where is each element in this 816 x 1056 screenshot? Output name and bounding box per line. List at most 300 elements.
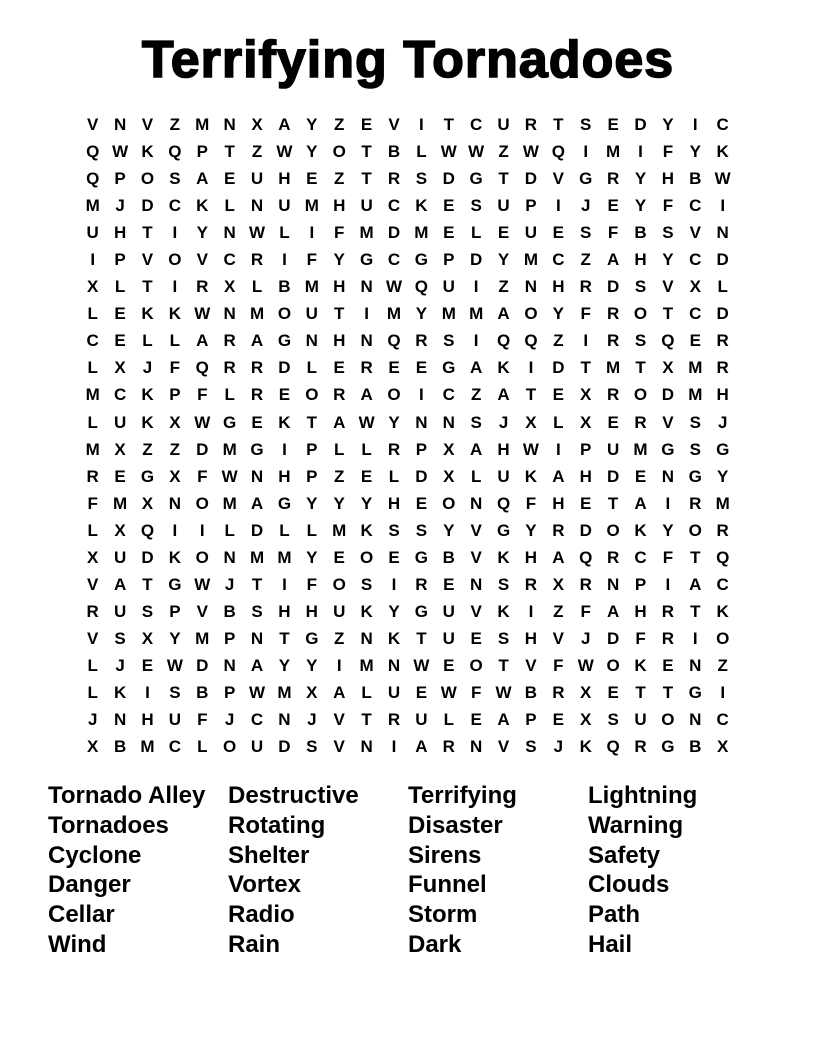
grid-cell: Y [169,628,181,648]
grid-cell: D [579,520,592,540]
grid-cell: K [387,628,401,648]
grid-cell: K [360,520,373,540]
grid-cell: K [716,142,729,162]
grid-cell: N [250,628,264,648]
grid-cell: H [278,169,291,189]
grid-cell: A [470,439,483,459]
grid-cell: S [169,169,181,189]
grid-cell: Z [580,250,591,270]
grid-cell: I [638,142,643,162]
grid-cell: E [306,169,318,189]
grid-cell: S [360,574,373,594]
grid-cell: T [416,628,427,648]
grid-cell: S [689,439,701,459]
grid-cell: N [223,223,236,243]
grid-cell: X [169,412,181,432]
grid-cell: H [333,196,346,216]
grid-cell: N [387,655,401,675]
grid-cell: P [169,601,181,621]
grid-cell: I [172,520,178,540]
grid-cell: T [498,169,509,189]
grid-cell: D [606,277,620,297]
grid-cell: F [306,250,318,270]
grid-cell: I [309,223,315,243]
grid-cell: B [223,601,236,621]
grid-cell: E [552,223,564,243]
grid-cell: T [525,385,537,405]
grid-cell: W [221,466,238,486]
grid-cell: E [333,547,345,567]
grid-cell: I [391,574,397,594]
grid-cell: L [279,223,290,243]
grid-cell: D [470,250,483,270]
grid-cell: E [223,169,236,189]
grid-cell: X [223,277,236,297]
grid-cell: M [113,493,128,513]
grid-cell: L [416,142,427,162]
grid-cell: K [716,601,729,621]
grid-cell: I [172,277,178,297]
grid-cell: S [306,737,318,757]
word-list-item: Tornado Alley [48,782,206,809]
grid-cell: Y [415,304,428,324]
grid-cell: E [470,628,482,648]
grid-cell: N [470,737,483,757]
grid-cell: A [415,737,428,757]
grid-cell: B [524,683,538,702]
grid-cell: N [689,655,702,675]
grid-cell: T [334,304,345,324]
grid-cell: N [113,115,127,135]
grid-cell: H [305,601,318,621]
grid-cell: O [633,304,648,324]
grid-cell: A [634,493,647,513]
word-list-item: Cyclone [48,841,142,869]
grid-cell: T [142,574,153,594]
grid-cell: H [579,466,592,486]
grid-cell: C [168,737,181,757]
grid-cell: L [388,466,400,486]
grid-cell: O [661,710,675,730]
grid-cell: Q [86,169,100,189]
grid-cell: E [552,710,564,730]
grid-cell: Q [579,547,593,567]
grid-cell: B [689,737,702,757]
word-list-item: Safety [588,841,661,869]
grid-cell: S [470,412,482,432]
grid-cell: D [606,466,620,486]
grid-cell: F [662,196,674,216]
grid-cell: R [333,385,346,405]
grid-cell: D [716,250,729,270]
grid-cell: X [580,710,592,730]
grid-cell: F [470,683,482,702]
grid-cell: D [141,196,154,216]
grid-cell: Q [414,277,428,297]
grid-cell: E [607,196,619,216]
grid-cell: R [716,331,729,351]
grid-cell: K [141,304,154,324]
grid-cell: E [278,385,291,405]
grid-cell: T [580,358,591,378]
grid-cell: Y [525,520,537,540]
grid-cell: T [443,115,454,135]
grid-cell: Q [606,737,620,757]
grid-cell: Q [168,142,182,162]
grid-cell: L [717,277,728,297]
word-list-column [48,781,228,960]
grid-cell: V [196,601,208,621]
grid-cell: I [583,331,589,351]
grid-cell: Y [278,655,291,675]
grid-cell: N [223,547,236,567]
grid-cell: W [440,683,457,702]
grid-cell: Y [360,493,373,513]
grid-cell: N [442,412,455,432]
grid-cell: G [414,601,428,621]
grid-cell: Y [306,142,318,162]
grid-cell: U [360,196,373,216]
grid-cell: H [278,601,291,621]
grid-cell: Q [387,331,401,351]
grid-cell: M [304,196,319,216]
grid-cell: S [634,331,647,351]
grid-cell: R [716,520,729,540]
grid-cell: A [113,574,127,594]
grid-cell: X [87,737,99,757]
grid-cell: O [606,520,620,540]
grid-cell: N [716,223,729,243]
grid-cell: M [469,304,484,324]
grid-cell: O [633,385,648,405]
grid-cell: R [606,331,620,351]
grid-cell: Z [142,439,153,459]
grid-cell: D [250,520,264,540]
grid-cell: C [442,385,455,405]
grid-cell: J [307,710,317,730]
grid-cell: R [223,358,236,378]
grid-cell: Q [551,142,565,162]
grid-cell: Z [498,142,509,162]
grid-cell: G [442,358,456,378]
word-list-item: Destructive [228,782,359,809]
grid-cell: G [277,331,292,351]
grid-cell: S [525,737,537,757]
grid-cell: L [443,710,454,730]
grid-cell: H [113,223,127,243]
grid-cell: R [86,601,99,621]
grid-cell: M [332,520,347,540]
grid-cell: C [387,250,401,270]
grid-cell: J [224,574,235,594]
grid-cell: O [442,493,456,513]
grid-cell: N [250,196,264,216]
grid-cell: V [87,115,99,135]
grid-cell: I [473,331,479,351]
grid-cell: Y [333,250,345,270]
grid-cell: G [250,439,264,459]
grid-cell: M [441,304,456,324]
word-list-item: Disaster [408,811,503,839]
grid-cell: G [688,683,702,702]
grid-cell: J [498,412,509,432]
grid-cell: E [607,115,619,135]
page-title: Terrifying Tornadoes [141,31,675,89]
grid-cell: R [86,466,99,486]
grid-cell: M [633,439,648,459]
grid-cell: X [689,277,701,297]
grid-cell: I [692,628,698,648]
grid-cell: X [114,520,126,540]
grid-cell: Q [496,493,511,513]
grid-cell: T [635,358,646,378]
grid-cell: Y [634,169,647,189]
grid-cell: G [661,737,675,757]
grid-cell: I [282,250,287,270]
grid-cell: I [473,277,479,297]
grid-cell: M [140,737,155,757]
grid-cell: F [525,493,537,513]
grid-cell: U [250,169,264,189]
grid-cell: R [196,277,209,297]
grid-cell: R [606,547,620,567]
grid-cell: C [716,574,729,594]
grid-cell: W [385,277,403,297]
grid-cell: X [552,574,564,594]
grid-cell: A [250,655,264,675]
grid-cell: T [662,683,674,702]
grid-cell: M [85,196,100,216]
grid-cell: K [113,683,127,702]
grid-cell: R [360,358,373,378]
grid-cell: L [334,439,345,459]
grid-cell: J [580,196,591,216]
grid-cell: C [689,250,702,270]
grid-cell: N [223,115,236,135]
grid-cell: X [662,358,674,378]
grid-cell: S [169,683,181,702]
grid-cell: W [166,655,183,675]
grid-cell: M [195,115,210,135]
grid-cell: B [387,142,401,162]
grid-cell: I [391,737,397,757]
grid-cell: K [196,196,209,216]
grid-cell: X [141,628,154,648]
grid-cell: E [360,466,373,486]
grid-cell: E [607,412,619,432]
grid-cell: X [141,493,154,513]
grid-cell: R [524,574,538,594]
grid-cell: P [196,142,208,162]
grid-cell: L [142,331,153,351]
grid-cell: U [524,223,538,243]
grid-cell: T [361,142,372,162]
grid-cell: R [552,683,565,702]
grid-cell: V [525,655,537,675]
grid-cell: V [552,628,564,648]
grid-cell: W [522,439,539,459]
grid-cell: M [359,655,374,675]
grid-cell: E [333,358,345,378]
grid-cell: R [387,710,401,730]
word-list-item: Warning [588,811,684,839]
grid-cell: S [443,331,455,351]
word-list-item: Danger [48,871,131,899]
grid-cell: R [634,412,647,432]
grid-cell: J [87,710,98,730]
grid-cell: T [142,223,153,243]
grid-cell: K [141,385,154,405]
grid-cell: Q [86,142,100,162]
grid-cell: Z [498,277,509,297]
grid-cell: S [662,223,674,243]
grid-cell: R [661,601,675,621]
grid-cell: I [336,655,342,675]
grid-cell: C [168,196,181,216]
grid-cell: I [282,574,287,594]
grid-cell: G [579,169,593,189]
grid-cell: I [364,304,369,324]
grid-cell: D [524,169,538,189]
grid-cell: H [634,601,647,621]
grid-cell: Y [552,304,564,324]
grid-cell: E [634,466,647,486]
grid-cell: C [552,250,565,270]
grid-cell: K [497,547,510,567]
grid-cell: E [470,710,482,730]
grid-cell: V [552,169,564,189]
word-list-column [228,781,408,960]
grid-cell: A [196,331,209,351]
grid-cell: O [195,493,209,513]
grid-cell: O [305,385,319,405]
word-list-item: Funnel [408,871,487,899]
grid-cell: A [497,304,510,324]
grid-cell: N [415,412,428,432]
grid-cell: M [85,439,100,459]
grid-cell: W [714,169,731,189]
grid-cell: O [277,304,292,324]
grid-cell: A [360,385,373,405]
grid-cell: G [414,547,428,567]
grid-cell: C [689,196,702,216]
grid-cell: Y [662,520,674,540]
grid-cell: M [222,439,237,459]
grid-cell: X [87,547,99,567]
grid-cell: E [388,547,400,567]
grid-cell: Z [251,142,263,162]
grid-cell: E [552,385,564,405]
grid-cell: Y [497,250,510,270]
grid-cell: U [415,710,428,730]
grid-cell: R [387,439,401,459]
grid-cell: D [278,358,291,378]
grid-cell: Z [169,439,181,459]
grid-cell: F [169,358,181,378]
grid-cell: F [662,142,674,162]
grid-cell: Z [717,655,728,675]
grid-cell: N [606,574,620,594]
grid-cell: L [251,277,263,297]
grid-cell: Y [634,196,647,216]
grid-cell: L [470,466,482,486]
grid-cell: P [525,196,537,216]
grid-cell: U [497,115,510,135]
grid-cell: D [141,547,154,567]
grid-cell: X [306,683,318,702]
grid-cell: O [195,547,209,567]
grid-cell: V [333,737,345,757]
grid-cell: W [276,142,293,162]
grid-cell: E [114,304,126,324]
grid-cell: S [251,601,263,621]
grid-cell: L [361,439,372,459]
grid-cell: K [141,412,154,432]
grid-cell: F [306,574,318,594]
grid-cell: I [145,683,150,702]
grid-cell: F [580,601,591,621]
grid-cell: X [251,115,263,135]
grid-cell: A [552,466,565,486]
grid-cell: K [415,196,428,216]
grid-cell: A [333,683,346,702]
grid-cell: P [223,683,236,702]
grid-cell: E [415,493,428,513]
grid-cell: C [223,250,236,270]
grid-cell: J [142,358,153,378]
grid-cell: I [419,115,424,135]
grid-cell: M [715,493,730,513]
grid-cell: U [305,304,318,324]
word-list-item: Path [588,901,641,929]
grid-cell: I [665,493,671,513]
grid-cell: J [115,196,125,216]
grid-cell: M [606,142,621,162]
grid-cell: R [552,520,565,540]
grid-cell: I [528,358,534,378]
grid-cell: K [497,358,510,378]
grid-cell: M [277,683,292,702]
grid-cell: L [306,358,318,378]
grid-cell: C [716,115,729,135]
grid-cell: I [90,250,96,270]
grid-cell: U [634,710,647,730]
grid-cell: L [361,683,372,702]
grid-cell: G [140,466,155,486]
grid-cell: O [688,520,702,540]
grid-cell: F [662,547,674,567]
grid-cell: V [333,710,345,730]
grid-cell: I [199,520,205,540]
grid-cell: X [580,385,592,405]
grid-cell: W [194,412,211,432]
grid-cell: G [223,412,237,432]
grid-cell: D [716,304,729,324]
grid-cell: H [634,250,647,270]
grid-cell: C [716,710,729,730]
grid-cell: Z [553,331,564,351]
grid-cell: C [634,547,647,567]
grid-cell: T [498,655,509,675]
grid-cell: R [716,358,729,378]
grid-cell: A [470,358,483,378]
grid-cell: E [360,115,373,135]
grid-cell: H [552,493,565,513]
grid-cell: W [194,574,211,594]
grid-cell: Y [306,115,318,135]
grid-cell: R [250,385,264,405]
grid-cell: X [87,277,99,297]
